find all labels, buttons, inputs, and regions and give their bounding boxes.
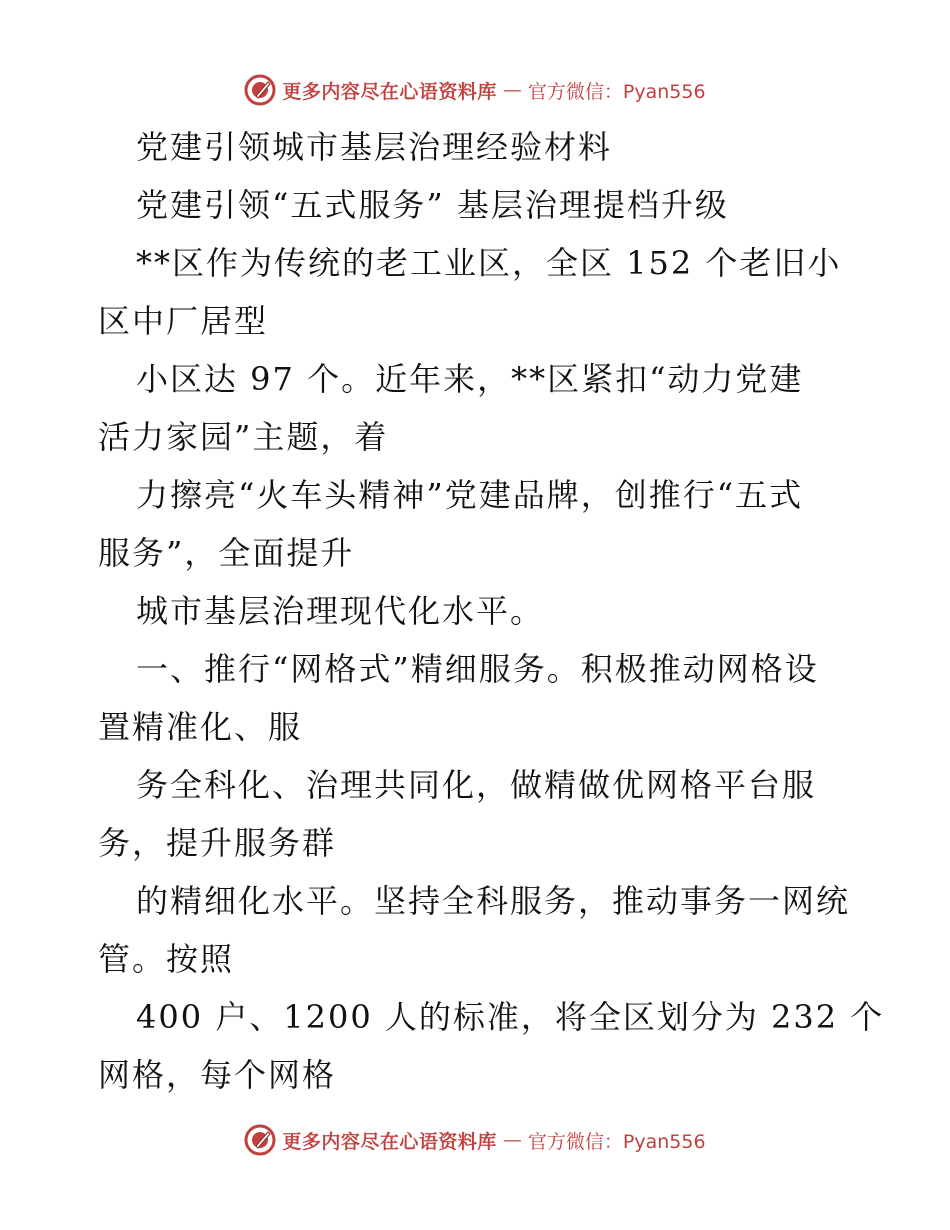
text-line: 活力家园”主题，着 — [98, 418, 389, 456]
text-line: 务，提升服务群 — [98, 824, 337, 862]
text-line: 置精准化、服 — [98, 708, 303, 746]
text-line: **区作为传统的老工业区，全区 152 个老旧小 — [136, 244, 842, 282]
document-body — [98, 118, 885, 1104]
text-line: 党建引领城市基层治理经验材料 — [136, 128, 613, 166]
text-line: 区中厂居型 — [98, 302, 269, 340]
banner-text: 更多内容尽在心语资料库 — [282, 80, 497, 103]
text-line: 400 户、1200 人的标准，将全区划分为 232 个 — [136, 998, 885, 1036]
red-seal-logo-icon — [244, 1124, 276, 1156]
text-line: 务全科化、治理共同化，做精做优网格平台服 — [136, 766, 817, 804]
text-line: 的精细化水平。坚持全科服务，推动事务一网统 — [136, 882, 851, 920]
footer-banner — [0, 1120, 950, 1160]
header-banner — [0, 70, 950, 110]
text-line: 城市基层治理现代化水平。 — [136, 592, 545, 630]
text-line: 一、推行“网格式”精细服务。积极推动网格设 — [136, 650, 819, 688]
text-line: 小区达 97 个。近年来，**区紧扣“动力党建 — [136, 360, 804, 398]
banner-text: 更多内容尽在心语资料库 — [282, 1130, 497, 1153]
banner-wechat: 官方微信：Pyan556 — [527, 80, 706, 103]
red-seal-logo-icon — [244, 74, 276, 106]
text-line: 党建引领“五式服务” 基层治理提档升级 — [136, 186, 729, 224]
banner-wechat: 官方微信：Pyan556 — [527, 1130, 706, 1153]
banner-separator: — — [502, 79, 522, 101]
banner-separator: — — [502, 1129, 522, 1151]
banner-inner — [244, 1124, 705, 1156]
text-line: 服务”，全面提升 — [98, 534, 355, 572]
banner-inner — [244, 74, 705, 106]
text-line: 管。按照 — [98, 940, 235, 978]
text-line: 力擦亮“火车头精神”党建品牌，创推行“五式 — [136, 476, 804, 514]
text-line: 网格，每个网格 — [98, 1056, 337, 1094]
